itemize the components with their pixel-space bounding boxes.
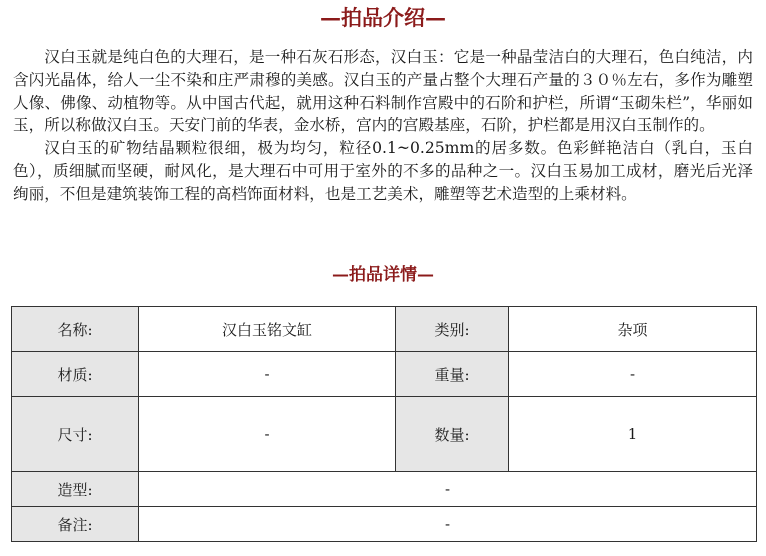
- intro-section-title: —拍品介绍—: [320, 5, 446, 30]
- size-value: -: [139, 397, 396, 472]
- intro-paragraph-2: 汉白玉的矿物结晶颗粒很细，极为均匀，粒径0.1~0.25mm的居多数。色彩鲜艳洁白（乳白，玉白色），质细腻而坚硬，耐风化，是大理石中可用于室外的不多的品种之一。汉白玉易加工成材，磨光后光泽绚丽，不但是建筑装饰工程的高档饰面材料，也是工艺美术，雕塑等艺术造型的上乘材料。: [13, 139, 753, 203]
- weight-label: 重量:: [396, 352, 509, 397]
- notes-label: 备注:: [12, 507, 139, 542]
- details-table: [11, 306, 757, 542]
- weight-value: -: [509, 352, 757, 397]
- quantity-label: 数量:: [396, 397, 509, 472]
- intro-text: [13, 46, 753, 206]
- category-label: 类别:: [396, 307, 509, 352]
- details-section-title: —拍品详情—: [332, 265, 434, 285]
- notes-value: -: [139, 507, 757, 542]
- shape-label: 造型:: [12, 472, 139, 507]
- category-value: 杂项: [509, 307, 757, 352]
- details-row-notes: [12, 507, 757, 542]
- intro-paragraph-1: 汉白玉就是纯白色的大理石，是一种石灰石形态，汉白玉：它是一种晶莹洁白的大理石，色白纯洁，内含闪光晶体，给人一尘不染和庄严肃穆的美感。汉白玉的产量占整个大理石产量的３０％左右，多作为雕塑人像、佛像、动植物等。从中国古代起，就用这种石料制作宫殿中的石阶和护栏，所谓“玉砌朱栏”，华丽如玉，所以称做汉白玉。天安门前的华表，金水桥，宫内的宫殿基座，石阶，护栏都是用汉白玉制作的。: [13, 48, 753, 135]
- details-row-name: [12, 307, 757, 352]
- name-value: 汉白玉铭文缸: [139, 307, 396, 352]
- details-row-size: [12, 397, 757, 472]
- size-label: 尺寸:: [12, 397, 139, 472]
- material-value: -: [139, 352, 396, 397]
- shape-value: -: [139, 472, 757, 507]
- name-label: 名称:: [12, 307, 139, 352]
- details-row-material: [12, 352, 757, 397]
- quantity-value: 1: [509, 397, 757, 472]
- material-label: 材质:: [12, 352, 139, 397]
- details-row-shape: [12, 472, 757, 507]
